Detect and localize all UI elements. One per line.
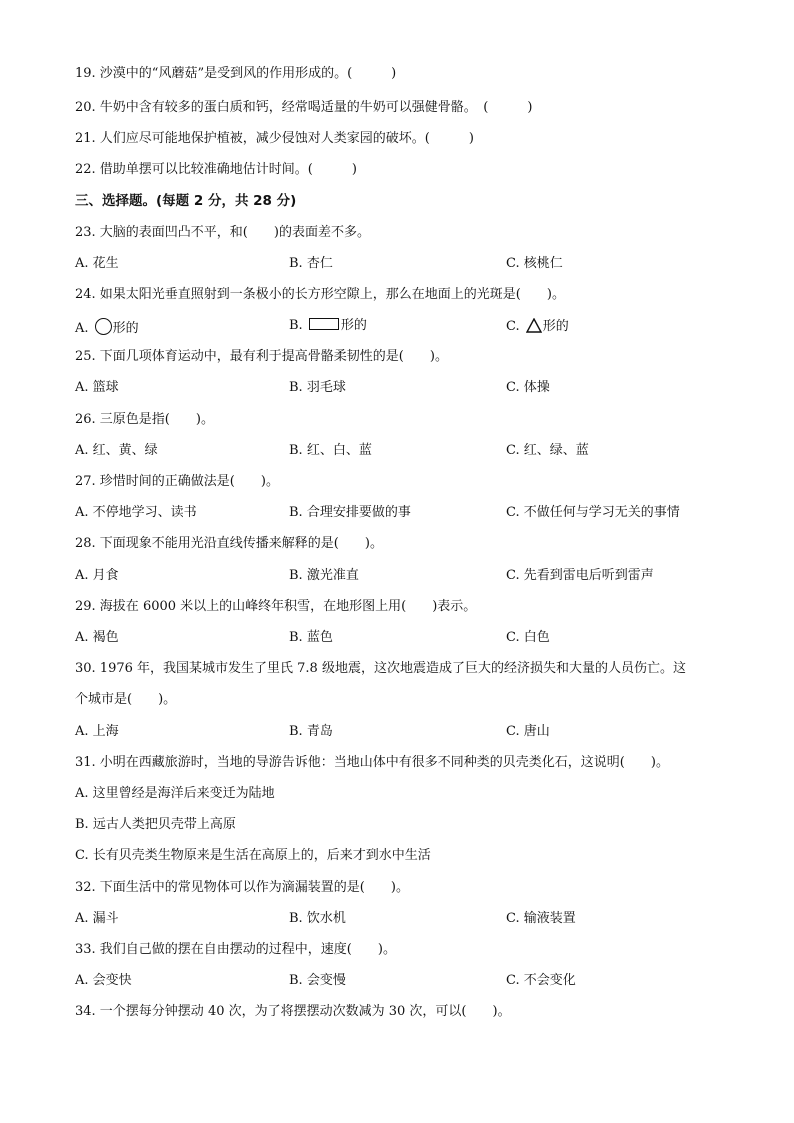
question-24-stem: 24. 如果太阳光垂直照射到一条极小的长方形空隙上，那么在地面上的光斑是( )。	[75, 287, 565, 302]
question-28-option-c: C. 先看到雷电后听到雷声	[506, 568, 654, 583]
question-32-option-b: B. 饮水机	[289, 911, 346, 926]
question-26-stem: 26. 三原色是指( )。	[75, 412, 214, 427]
question-33-option-c: C. 不会变化	[506, 973, 576, 988]
question-34-stem: 34. 一个摆每分钟摆动 40 次，为了将摆摆动次数减为 30 次，可以( )。	[75, 1004, 511, 1019]
circle-shape-icon	[95, 318, 112, 335]
question-25-option-a: A. 篮球	[75, 380, 119, 395]
question-25-option-c: C. 体操	[506, 380, 550, 395]
question-23-option-b: B. 杏仁	[289, 256, 333, 271]
question-32-stem: 32. 下面生活中的常见物体可以作为滴漏装置的是( )。	[75, 880, 409, 895]
option-c-suffix: 形的	[542, 319, 569, 334]
question-29-option-c: C. 白色	[506, 630, 550, 645]
question-29-option-a: A. 褐色	[75, 630, 119, 645]
question-29-option-b: B. 蓝色	[289, 630, 333, 645]
question-20: 20. 牛奶中含有较多的蛋白质和钙，经常喝适量的牛奶可以强健骨骼。 ( )	[75, 100, 533, 115]
question-30-stem: 30. 1976 年，我国某城市发生了里氏 7.8 级地震，这次地震造成了巨大的经济损失和大量的人员伤亡。这	[75, 661, 686, 676]
question-23-option-c: C. 核桃仁	[506, 256, 563, 271]
question-26-option-c: C. 红、绿、蓝	[506, 443, 589, 458]
question-32-option-a: A. 漏斗	[75, 911, 119, 926]
question-30-option-b: B. 青岛	[289, 724, 333, 739]
triangle-shape-icon	[526, 318, 542, 333]
question-24-option-c	[506, 318, 569, 335]
question-27-option-c: C. 不做任何与学习无关的事情	[506, 505, 680, 520]
question-24-option-a	[75, 318, 139, 337]
question-24-option-b	[289, 318, 367, 334]
question-33-option-a: A. 会变快	[75, 973, 132, 988]
question-22: 22. 借助单摆可以比较准确地估计时间。( )	[75, 162, 357, 177]
question-30-stem-continued: 个城市是( )。	[75, 692, 177, 707]
question-25-option-b: B. 羽毛球	[289, 380, 346, 395]
question-31-stem: 31. 小明在西藏旅游时，当地的导游告诉他：当地山体中有很多不同种类的贝壳类化石，这说明( )。	[75, 755, 669, 770]
question-28-option-a: A. 月食	[75, 568, 119, 583]
question-33-option-b: B. 会变慢	[289, 973, 346, 988]
question-26-option-b: B. 红、白、蓝	[289, 443, 372, 458]
question-31-option-a: A. 这里曾经是海洋后来变迁为陆地	[75, 786, 275, 801]
option-b-suffix: 形的	[340, 318, 367, 333]
option-c-letter: C.	[506, 319, 520, 334]
question-19: 19. 沙漠中的“风蘑菇”是受到风的作用形成的。( )	[75, 66, 397, 81]
question-27-option-a: A. 不停地学习、读书	[75, 505, 197, 520]
question-25-stem: 25. 下面几项体育运动中，最有利于提高骨骼柔韧性的是( )。	[75, 349, 448, 364]
question-23-option-a: A. 花生	[75, 256, 119, 271]
question-31-option-b: B. 远古人类把贝壳带上高原	[75, 817, 236, 832]
question-31-option-c: C. 长有贝壳类生物原来是生活在高原上的，后来才到水中生活	[75, 848, 431, 863]
question-30-option-c: C. 唐山	[506, 724, 550, 739]
option-b-letter: B.	[289, 318, 303, 333]
question-33-stem: 33. 我们自己做的摆在自由摆动的过程中，速度( )。	[75, 942, 396, 957]
option-a-suffix: 形的	[112, 321, 139, 336]
rectangle-shape-icon	[309, 318, 339, 330]
question-23-stem: 23. 大脑的表面凹凸不平，和( )的表面差不多。	[75, 225, 370, 240]
question-30-option-a: A. 上海	[75, 724, 119, 739]
question-29-stem: 29. 海拔在 6000 米以上的山峰终年积雪，在地形图上用( )表示。	[75, 599, 477, 614]
question-32-option-c: C. 输液装置	[506, 911, 576, 926]
question-28-stem: 28. 下面现象不能用光沿直线传播来解释的是( )。	[75, 536, 383, 551]
option-a-letter: A.	[75, 321, 89, 336]
question-26-option-a: A. 红、黄、绿	[75, 443, 158, 458]
section-heading: 三、选择题。(每题 2 分，共 28 分)	[75, 193, 297, 209]
question-27-stem: 27. 珍惜时间的正确做法是( )。	[75, 474, 279, 489]
question-21: 21. 人们应尽可能地保护植被，减少侵蚀对人类家园的破坏。( )	[75, 131, 474, 146]
question-27-option-b: B. 合理安排要做的事	[289, 505, 411, 520]
question-28-option-b: B. 激光准直	[289, 568, 359, 583]
